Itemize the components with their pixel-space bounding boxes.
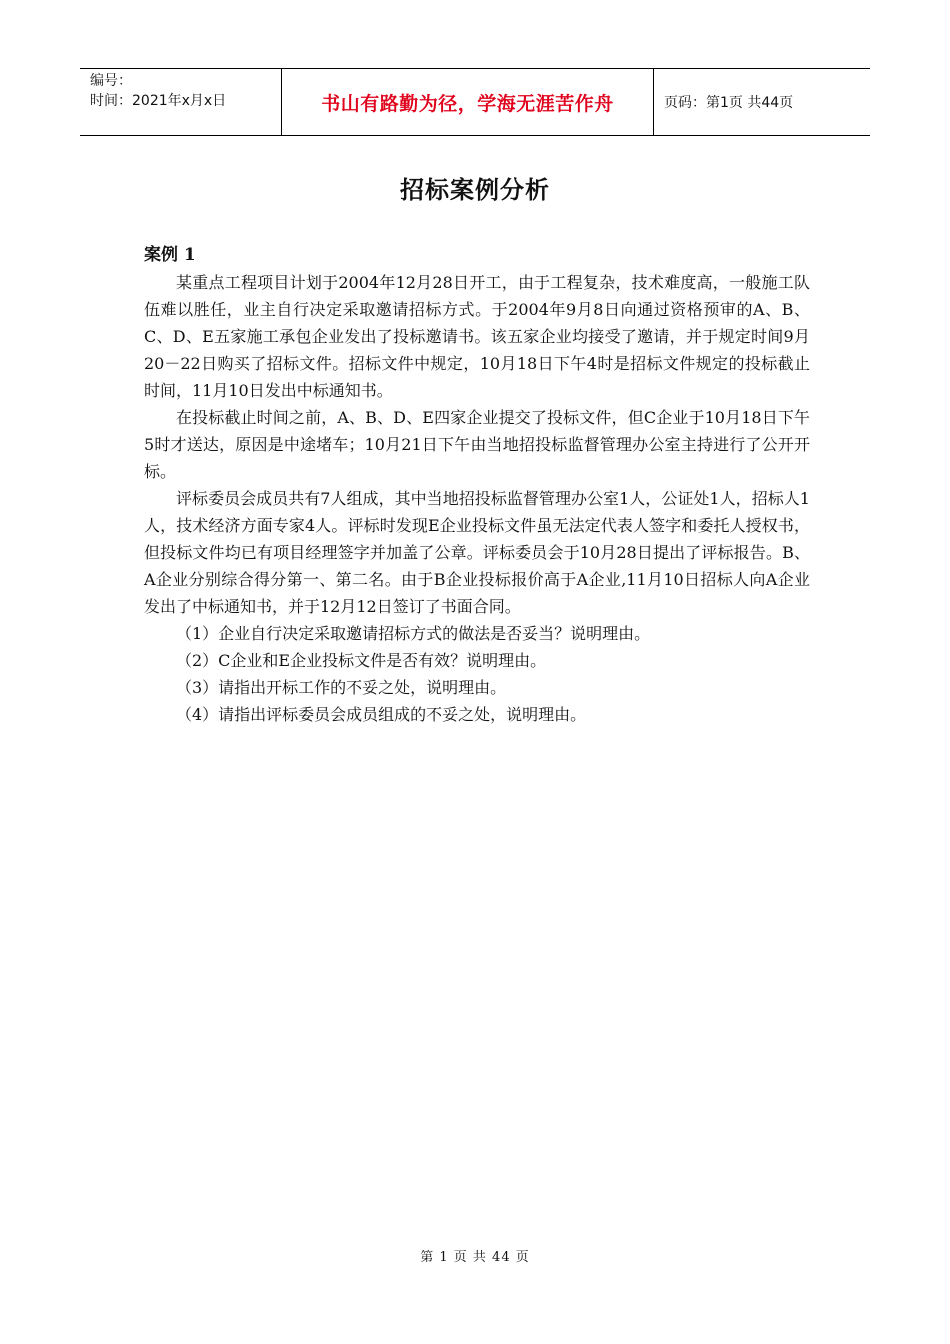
case-question: （4）请指出评标委员会成员组成的不妥之处，说明理由。 xyxy=(176,705,587,724)
case-question: （3）请指出开标工作的不妥之处，说明理由。 xyxy=(176,678,507,697)
case-question: （2）C企业和E企业投标文件是否有效？说明理由。 xyxy=(176,651,547,670)
document-title: 招标案例分析 xyxy=(400,176,550,204)
header-motto-cell xyxy=(281,69,654,135)
header-page-info: 页码：第1页 共44页 xyxy=(664,95,794,111)
case-paragraph: 某重点工程项目计划于2004年12月28日开工，由于工程复杂，技术难度高，一般施工队伍难以胜任，业主自行决定采取邀请招标方式。于2004年9月8日向通过资格预审的A、B、C、D、E五家施工承包企业发出了投标邀请书。该五家企业均接受了邀请，并于规定时间9月20－22日购买了招标文件。招标文件中规定，10月18日下午4时是招标文件规定的投标截止时间，11月10日发出中标通知书。 xyxy=(144,273,810,400)
document-time-label: 时间：2021年x月x日 xyxy=(90,93,227,109)
case-paragraph: 在投标截止时间之前，A、B、D、E四家企业提交了投标文件，但C企业于10月18日下午5时才送达，原因是中途堵车；10月21日下午由当地招投标监督管理办公室主持进行了公开开标。 xyxy=(144,408,810,481)
page-footer: 第 1 页 共 44 页 xyxy=(420,1250,530,1265)
case-paragraph: 评标委员会成员共有7人组成，其中当地招投标监督管理办公室1人，公证处1人，招标人1人，技术经济方面专家4人。评标时发现E企业投标文件虽无法定代表人签字和委托人授权书，但投标文件均已有项目经理签字并加盖了公章。评标委员会于10月28日提出了评标报告。B、A企业分别综合得分第一、第二名。由于B企业投标报价高于A企业,11月10日招标人向A企业发出了中标通知书，并于12月12日签订了书面合同。 xyxy=(144,489,810,616)
document-body xyxy=(144,242,810,728)
document-number-label: 编号： xyxy=(90,73,132,89)
header-page-cell xyxy=(654,69,870,135)
header-table xyxy=(80,68,870,136)
case-question: （1）企业自行决定采取邀请招标方式的做法是否妥当？说明理由。 xyxy=(176,624,651,643)
header-motto: 书山有路勤为径，学海无涯苦作舟 xyxy=(321,92,614,115)
header-meta-cell xyxy=(80,69,281,135)
case-heading: 案例 1 xyxy=(144,245,196,265)
